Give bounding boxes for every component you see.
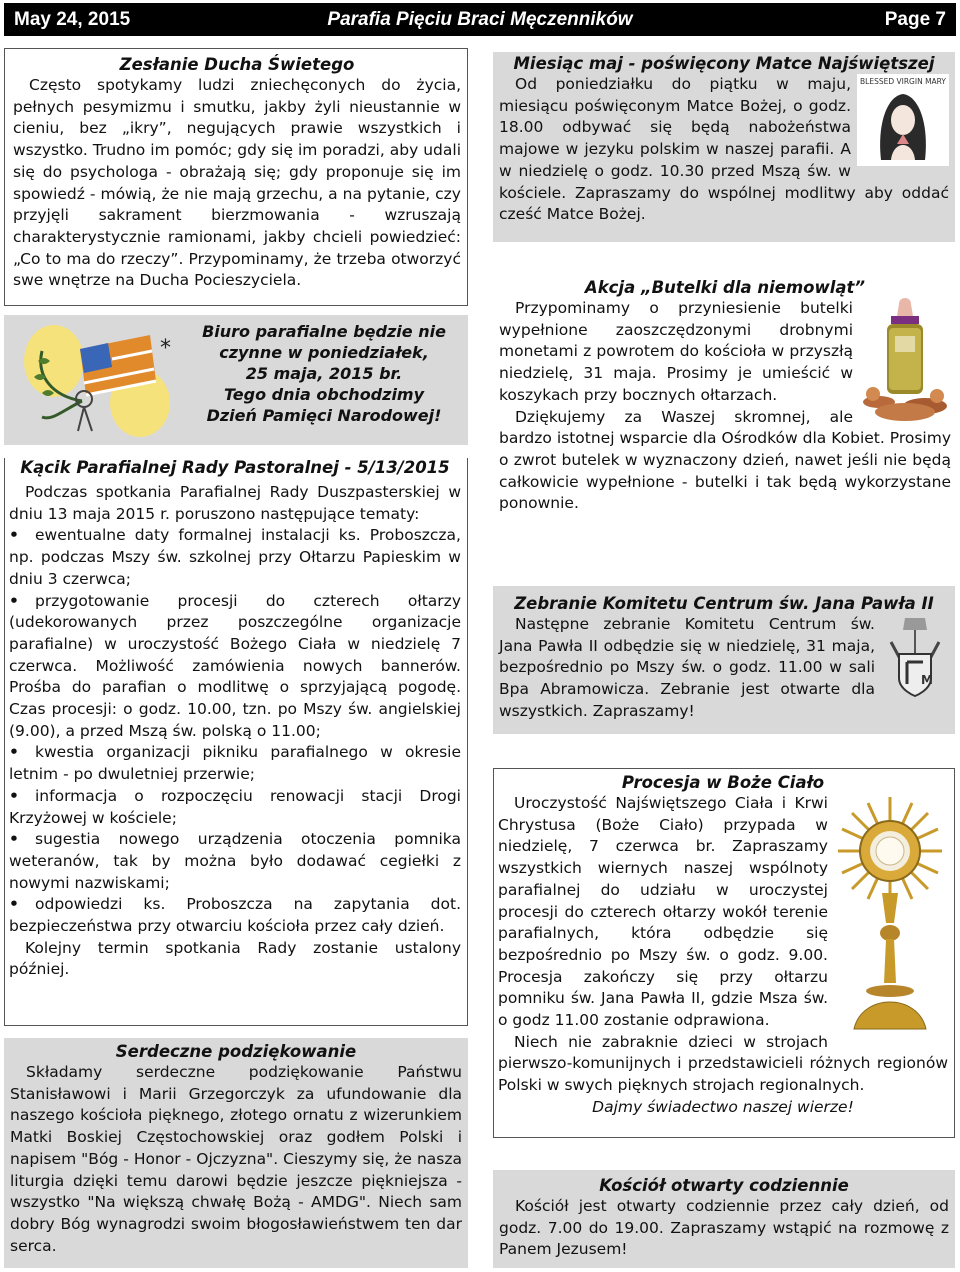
kosciol-section [493,1170,955,1268]
procesja-p2: Niech nie zabraknie dzieci w strojach pierwszo-komunijnych i przedstawicieli różnych regionów Polski w swych pięknych strojach regionalnych. [498,1032,948,1095]
svg-text:*: * [160,336,171,361]
zeslanie-title: Zesłanie Ducha Świetego [119,55,355,74]
baby-bottle-icon [859,298,951,424]
page-number: Page 7 [884,9,946,30]
kacik-closing: Kolejny termin spotkania Rady zostanie ustalony później. [9,938,461,979]
list-item: • kwestia organizacji pikniku parafialnego w okresie letnim - po dwuletniej przerwie; [9,743,461,784]
monstrance-icon [832,793,948,1033]
kosciol-title: Kościół otwarty codziennie [599,1176,849,1195]
procesja-p1: Uroczystość Najświętszego Ciała i Krwi Chrystusa (Boże Ciało) przypada w niedzielę, 7 czerwca br. Zapraszamy wszystkich wiernych naszej wspólnoty parafialnej do udziału w uroczystej procesji do czterech ołtarzy wokół terenie parafialnych, która odbędzie się bezpośrednio po Mszy św. o godz. 9.00. Procesja zakończy się przy ołtarzu pomniku św. Jana Pawła II, gdzie Msza św. o godz 11.00 zostanie odprawiona. [498,794,828,1030]
butelki-p2: Dziękujemy za Waszej skromnej, ale bardzo istotnej wsparcie dla Ośrodków dla Kobiet. Prosimy o zwrot butelek w wyznaczony dzień, nawet jeśli nie będą całkowicie wypełnione - butelki i tak będą wykorzystane ponownie. [499,407,951,513]
biuro-section [4,315,468,445]
butelki-section [493,278,955,548]
kosciol-text: Kościół jest otwarty codziennie przez cały dzień, od godz. 7.00 do 19.00. Zapraszamy wstąpić na rozmowę z Panem Jezusem! [499,1197,949,1259]
komitet-section [493,586,955,734]
biuro-line-5: Dzień Pamięci Narodowej! [206,406,442,425]
virgin-mary-icon [857,74,949,166]
page-header [4,3,956,36]
zeslanie-text: Często spotykamy ludzi zniechęconych do życia, pełnych pesymizmu i smutku, jakby żyli nieustannie w cieniu, bez „ikry”, negujących prawie wszystkich i wszystko. Trudno im pomóc; gdy się im poradzi, aby udali się do psychologa - obrażają się; gdy proponuje się im spowiedź - mówią, że nie mają grzechu, a na pytanie, czy przyjęli sakrament bierzmowania - wzruszają charakterystycznie ramionami, jakby chcieli powiedzieć: „Co to ma do rzeczy”. Przypominamy, że trzeba otworzyć swe wnętrze na Ducha Pocieszyciela. [13,76,461,290]
kacik-title: Kącik Parafialnej Rady Pastoralnej - 5/13/2015 [20,458,450,477]
podziekowanie-text: Składamy serdeczne podziękowanie Państwu Stanisławowi i Marii Grzegorczyk za ufundowanie dla naszego kościoła pięknego, złotego ornatu z wizerunkiem Matki Boskiej Częstochowskiej oraz godłem Polski i napisem "Bóg - Honor - Ojczyzna". Cieszymy się, że nasza liturgia dzięki temu darowi będzie jeszcze piękniejsza - wszystko "Na większą chwałę Bożą - AMDG". Niech sam dobry Bóg wynagrodzi swoim błogosławieństwem ten dar serca. [10,1063,462,1255]
procesja-title: Procesja w Boże Ciało [621,773,825,792]
biuro-line-4: Tego dnia obchodzimy [223,385,425,404]
biuro-line-1: Biuro parafialne będzie nie [202,322,446,341]
issue-date: May 24, 2015 [14,9,131,30]
list-item: • przygotowanie procesji do czterech ołtarzy (udekorowanych przez poszczególne organizacje parafialne) w uroczystość Bożego Ciała w niedzielę 7 czerwca. Możliwość zamówienia nowych bannerów. Prośba do parafian o modlitwę o sprzyjającą pogodę. Czas procesji: o godz. 10.00, tzn. po Mszy św. angielskiej (9.00), a przed Mszą św. polską o 11.00; [9,591,461,740]
podziekowanie-title: Serdeczne podziękowanie [115,1042,357,1061]
virgin-mary-caption: BLESSED VIRGIN MARY [860,77,946,86]
maj-section [493,52,955,242]
butelki-title: Akcja „Butelki dla niemowląt” [584,278,866,297]
procesja-section [493,768,955,1138]
biuro-line-2: czynne w poniedziałek, [219,343,429,362]
komitet-title: Zebranie Komitetu Centrum św. Jana Pawła II [514,594,934,613]
komitet-text: Następne zebranie Komitetu Centrum św. Jana Pawła II odbędzie się w niedzielę, 31 maja, bezpośrednio po Mszy św. o godz. 11.00 w sali Bpa Abramowicza. Zebranie jest otwarte dla wszystkich. Zapraszamy! [499,615,875,720]
papal-coat-of-arms-image [881,614,949,698]
baby-bottle-coins-image [859,298,951,424]
kacik-section [4,458,468,1026]
parish-name: Parafia Pięciu Braci Męczenników [327,9,633,30]
procesja-p3: Dajmy świadectwo naszej wierze! [592,1097,854,1116]
maj-text: Od poniedziałku do piątku w maju, miesiącu poświęconym Matce Bożej, o godz. 18.00 odbywać się będą nabożeństwa majowe w jezyku polskim w naszej parafii. A w niedzielę o godz. 10.30 przed Mszą św. w kościele. Zapraszamy do wspólnej modlitwy aby oddać cześć Matce Bożej. [499,75,949,224]
zeslanie-section [4,48,468,306]
butelki-p1: Przypominamy o przyniesienie butelki wypełnione zaoszczędzonymi drobnymi monetami z powrotem do kościoła w przyszłą niedzielę, 31 maja. Prosimy je umieścić w koszykach przy bocznych ołtarzach. [499,299,853,404]
monstrance-image [832,793,948,1033]
coat-of-arms-icon [881,614,949,698]
kacik-intro: Podczas spotkania Parafialnej Rady Duszpasterskiej w dniu 13 maja 2015 r. poruszono następujące tematy: [9,483,461,523]
flag-ribbon-icon [22,321,172,439]
kacik-topics-list [9,525,461,937]
list-item: • odpowiedzi ks. Proboszcza na zapytania dot. bezpieczeństwa przy otwarciu kościoła przez cały dzień. [9,895,461,936]
virgin-mary-image [857,74,949,166]
maj-title: Miesiąc maj - poświęcony Matce Najświętszej [513,54,935,73]
list-item: • sugestia nowego urządzenia otoczenia pomnika weteranów, tak by można było dodawać cegiełki z nowymi nazwiskami; [9,830,461,892]
flag-ribbon-image [22,321,172,439]
biuro-line-3: 25 maja, 2015 br. [245,364,403,383]
list-item: • informacja o rozpoczęciu renowacji stacji Drogi Krzyżowej w kościele; [9,786,461,827]
list-item: • ewentualne daty formalnej instalacji ks. Proboszcza, np. podczas Mszy św. szkolnej przy Ołtarzu Papieskim w dniu 3 czerwca; [9,526,461,588]
podziekowanie-section [4,1038,468,1268]
svg-text:M: M [921,673,933,687]
